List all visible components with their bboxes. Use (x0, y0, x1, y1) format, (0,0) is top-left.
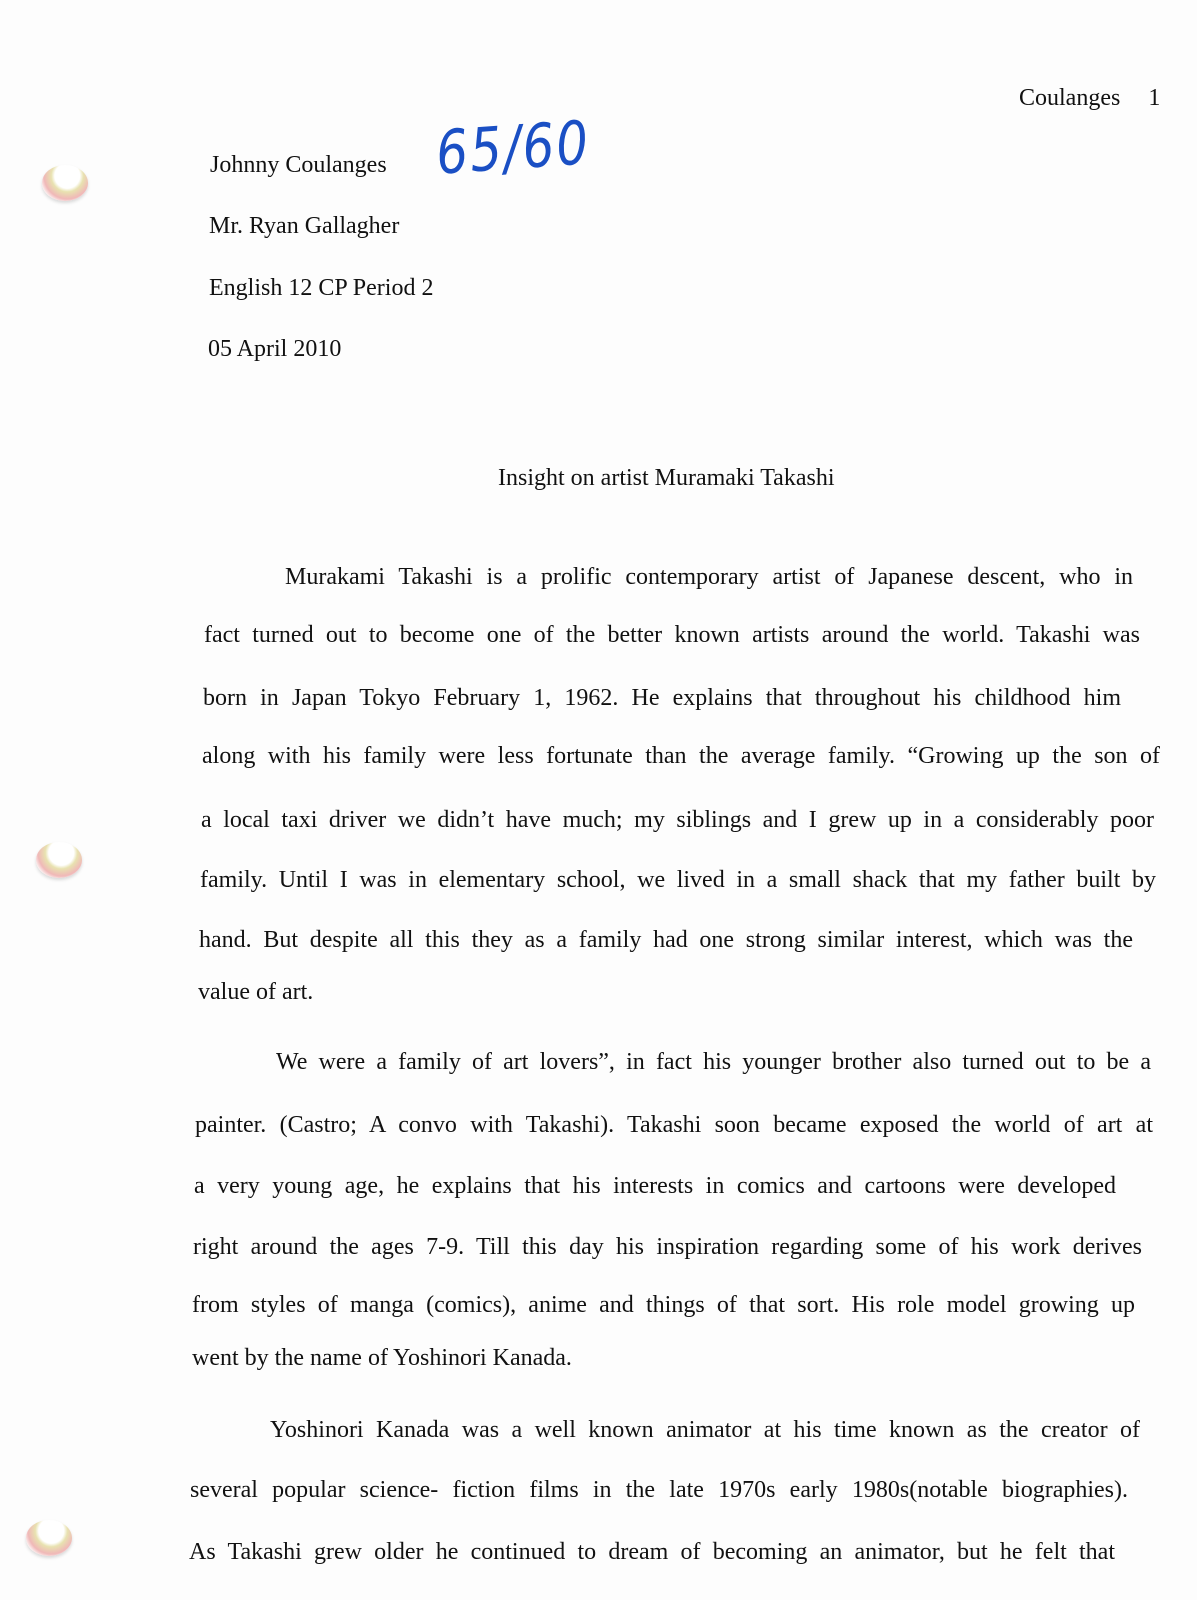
body-line: Murakami Takashi is a prolific contemporary artist of Japanese descent, who in (285, 564, 1133, 590)
body-line: from styles of manga (comics), anime and things of that sort. His role model growing up (192, 1292, 1135, 1318)
body-line: several popular science- fiction films in the late 1970s early 1980s(notable biographies). (190, 1477, 1128, 1503)
punch-hole (42, 165, 88, 201)
body-line: along with his family were less fortunate than the average family. “Growing up the son of (202, 743, 1160, 769)
body-line: Yoshinori Kanada was a well known animator at his time known as the creator of (270, 1417, 1140, 1443)
body-line: a very young age, he explains that his interests in comics and cartoons were developed (194, 1173, 1116, 1199)
body-line: family. Until I was in elementary school, we lived in a small shack that my father built by (200, 867, 1156, 893)
running-head (1019, 84, 1160, 112)
body-line: We were a family of art lovers”, in fact his younger brother also turned out to be a (276, 1049, 1151, 1075)
body-line: fact turned out to become one of the better known artists around the world. Takashi was (204, 622, 1140, 648)
body-line: went by the name of Yoshinori Kanada. (192, 1345, 572, 1371)
course-name: English 12 CP Period 2 (209, 275, 434, 301)
grade-text: 65/60 (433, 107, 593, 189)
punch-hole (36, 842, 82, 878)
essay-title: Insight on artist Muramaki Takashi (498, 465, 835, 491)
body-line: hand. But despite all this they as a family had one strong similar interest, which was the (199, 927, 1133, 953)
running-head-name: Coulanges (1019, 85, 1121, 111)
body-line: right around the ages 7-9. Till this day his inspiration regarding some of his work derives (193, 1234, 1142, 1260)
student-name: Johnny Coulanges (210, 152, 387, 178)
body-line: a local taxi driver we didn’t have much; my siblings and I grew up in a considerably poor (201, 807, 1154, 833)
handwritten-grade (433, 107, 593, 189)
teacher-name: Mr. Ryan Gallagher (209, 213, 400, 239)
body-line: As Takashi grew older he continued to dream of becoming an animator, but he felt that (189, 1539, 1115, 1565)
page-number: 1 (1148, 85, 1161, 111)
body-line: value of art. (198, 979, 314, 1005)
body-line: painter. (Castro; A convo with Takashi). Takashi soon became exposed the world of art at (195, 1112, 1153, 1138)
punch-hole (26, 1520, 72, 1556)
body-line: born in Japan Tokyo February 1, 1962. He explains that throughout his childhood him (203, 685, 1121, 711)
date: 05 April 2010 (208, 336, 342, 362)
